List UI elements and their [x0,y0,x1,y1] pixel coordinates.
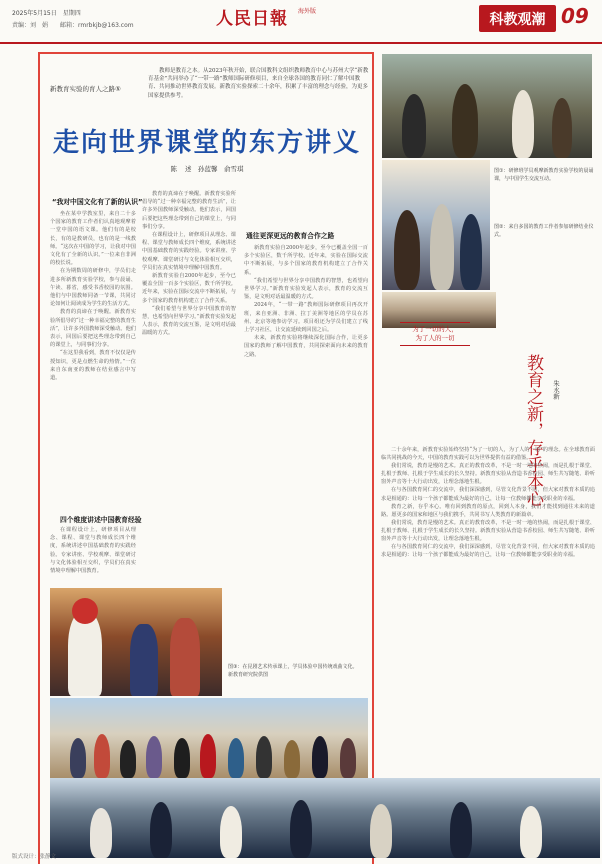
date-line: 2025年5月15日 星期四 [12,10,81,17]
pull-quote: 为了一切的人， 为了人的一切 [400,322,470,346]
paragraph: 2024年，“一带一路”教师国际研修项目再次开班，来自亚洲、非洲、拉丁美洲等地区的学员在苏州、北京等地参访学习。项目组还为学员们建立了线上学习社区，让交流延续到回国之后。 [244,302,368,334]
article-headline: 走向世界课堂的东方讲义 [52,128,361,158]
photo-morning-reading [382,54,592,158]
layout-credit: 版式设计：张静文 [12,854,57,860]
section-3-body [244,244,368,570]
paragraph: 在与各国教育同仁的交流中，我们深深感到，尽管文化背景不同，但大家对教育本质的追求是相通的：让每一个孩子都能成为最好的自己，让每一位教师都能享受职业的幸福。 [381,487,595,502]
photo-discussion [382,160,490,290]
paragraph: 教育的真谛在于唤醒。新教育实验所倡导的“过一种幸福完整的教育生活”，让许多外国教师深受触动。他们表示，回国后要把这些理念带到自己的课堂上，与同事们分享。 [50,309,136,349]
paper-name-logo: 人民日報 [216,9,288,29]
masthead [0,0,602,44]
caption-bottom-left: 图③：在昆剧艺术传承课上，学员体验中国传统戏曲文化。 新教育研究院供图 [228,664,358,678]
section-heading-1: “我对中国文化有了新的认识” [52,198,143,206]
paragraph: 教育之新，存乎本心。唯有回到教育的原点，回到人本身，我们才能找到通往未来的道路。愿更多的国家和地区与我们携手，共同书写人类教育的新篇章。 [381,503,595,518]
essay-author: 朱永新 [552,380,560,400]
photo-students-classroom [50,778,600,858]
photo-opera-class [50,588,222,696]
paragraph: “我们希望与世界分享中国教育的智慧，也希望向世界学习。”新教育实验发起人表示，教育的交流互鉴，是文明对话最温暖的方式。 [244,277,368,301]
section-1-body [50,210,136,510]
paragraph: 教育的真谛在于唤醒。新教育实验所倡导的“过一种幸福完整的教育生活”，让许多外国教师深受触动。他们表示，回国后要把这些理念带到自己的课堂上，与同事们分享。 [142,191,236,230]
paragraph: 在课程设计上，研修项目从理念、课程、课堂与教师成长四个维度，系统讲述中国基础教育的实践经验。专家讲座、学校观摩、课堂研讨与文化体验相互交织，学员们在真实情境中理解中国教育。 [142,232,236,271]
section-2-body [50,526,136,576]
paragraph: 新教育实验自2000年起步，至今已覆盖全国一百多个实验区，数千所学校。近年来，实验在国际交流中不断拓展，与多个国家的教育机构建立了合作关系。 [244,245,368,276]
section-tag: 科教观潮 [479,5,556,32]
section-1-continued [142,190,236,570]
paragraph: 在与各国教育同仁的交流中，我们深深感到，尽管文化背景不同，但大家对教育本质的追求是相通的：让每一个孩子都能成为最好的自己，让每一位教师都能享受职业的幸福。 [381,544,595,559]
paragraph: 坐在某中学教室里，来自二十多个国家的教育工作者们认真地观摩着一堂中国的语文课。他们有的是校长，有的是教研员，也有的是一线教师。“这次在中国的学习，让我对中国文化有了全新的认识。”一位来自非洲的校长说。 [50,211,136,267]
paper-edition: 海外版 [298,8,317,15]
article-byline: 陈 述 孙蓝馨 俞雪琪 [170,165,244,173]
editor-line: 责编：刘 娟 邮箱：rmrbkjb@163.com [12,22,134,29]
caption-right-top: 图①：研修班学员观摩新教育实验学校的晨诵课，与中国学生交流互动。 [494,168,594,182]
paragraph: 我们常说，教育是慢的艺术。真正的教育改革，不是一时一地的热闹，而是扎根于课堂、扎根于教师、扎根于学生成长的长久坚持。新教育实验从营造书香校园、师生共写随笔、聆听窗外声音等十大行动出发，让理念落地生根。 [381,519,595,543]
paragraph: 我们常说，教育是慢的艺术。真正的教育改革，不是一时一地的热闹，而是扎根于课堂、扎根于教师、扎根于学生成长的长久坚持。新教育实验从营造书香校园、师生共写随笔、聆听窗外声音等十大行动出发，让理念落地生根。 [381,463,595,486]
paragraph: “我们希望与世界分享中国教育的智慧，也希望向世界学习。”新教育实验发起人表示，教育的交流互鉴，是文明对话最温暖的方式。 [142,305,236,337]
paragraph: 未来，新教育实验将继续深化国际合作，让更多国家的教师了解中国教育，共同探索面向未来的教育之路。 [244,335,368,358]
page-number: 09 [561,4,589,28]
paragraph: 二十余年来，新教育实验始终坚持“为了一切的人，为了人的一切”的理念。在全球教育面临共同挑战的今天，中国的教育实践可以为世界提供有益的借鉴。 [381,447,595,462]
caption-right-mid: 图②：来自多国的教育工作者参加研修结业仪式。 [494,224,594,238]
paragraph: 在课程设计上，研修项目从理念、课程、课堂与教师成长四个维度，系统讲述中国基础教育的实践经验。专家讲座、学校观摩、课堂研讨与文化体验相互交织，学员们在真实情境中理解中国教育。 [50,527,136,575]
photo-credit: 新教育研究院供图 [228,671,269,678]
essay-title: 教育之新，存乎本心 [523,354,543,507]
series-label: 新教育实验的育人之路⑤ [50,85,121,93]
paragraph: 新教育实验自2000年起步，至今已覆盖全国一百多个实验区，数千所学校。近年来，实验在国际交流中不断拓展，与多个国家的教育机构建立了合作关系。 [142,273,236,304]
photo-group-ceremony [50,698,368,778]
paragraph: “在这里我看到，教育不仅仅是传授知识，更是点燃生命的热情。”一位来自东南亚的教师在结业感言中写道。 [50,350,136,382]
section-heading-2: 四个维度讲述中国教育经验 [60,516,142,524]
essay-body [381,446,595,776]
section-heading-3: 通往更深更远的教育合作之路 [246,232,335,240]
paragraph: 在为期数周的研修中，学员们走进多所新教育实验学校，参与晨诵、午读、暮省，感受书香校园的氛围。他们与中国教师同备一节课，共同讨论如何让阅读成为学生的生活方式。 [50,268,136,308]
article-intro: 教师是教育之本。从2023年秋开始，联合国教科文组织教师教育中心与苏州大学“新教育基金”共同举办了“一带一路”教师国际研修项目，来自全球各国的教育同仁了解中国教育、共同推动世界教育发展。新教育实验探索二十余年，积累了丰富的理念与经验，为更多国家提供参考。 [148,68,369,99]
